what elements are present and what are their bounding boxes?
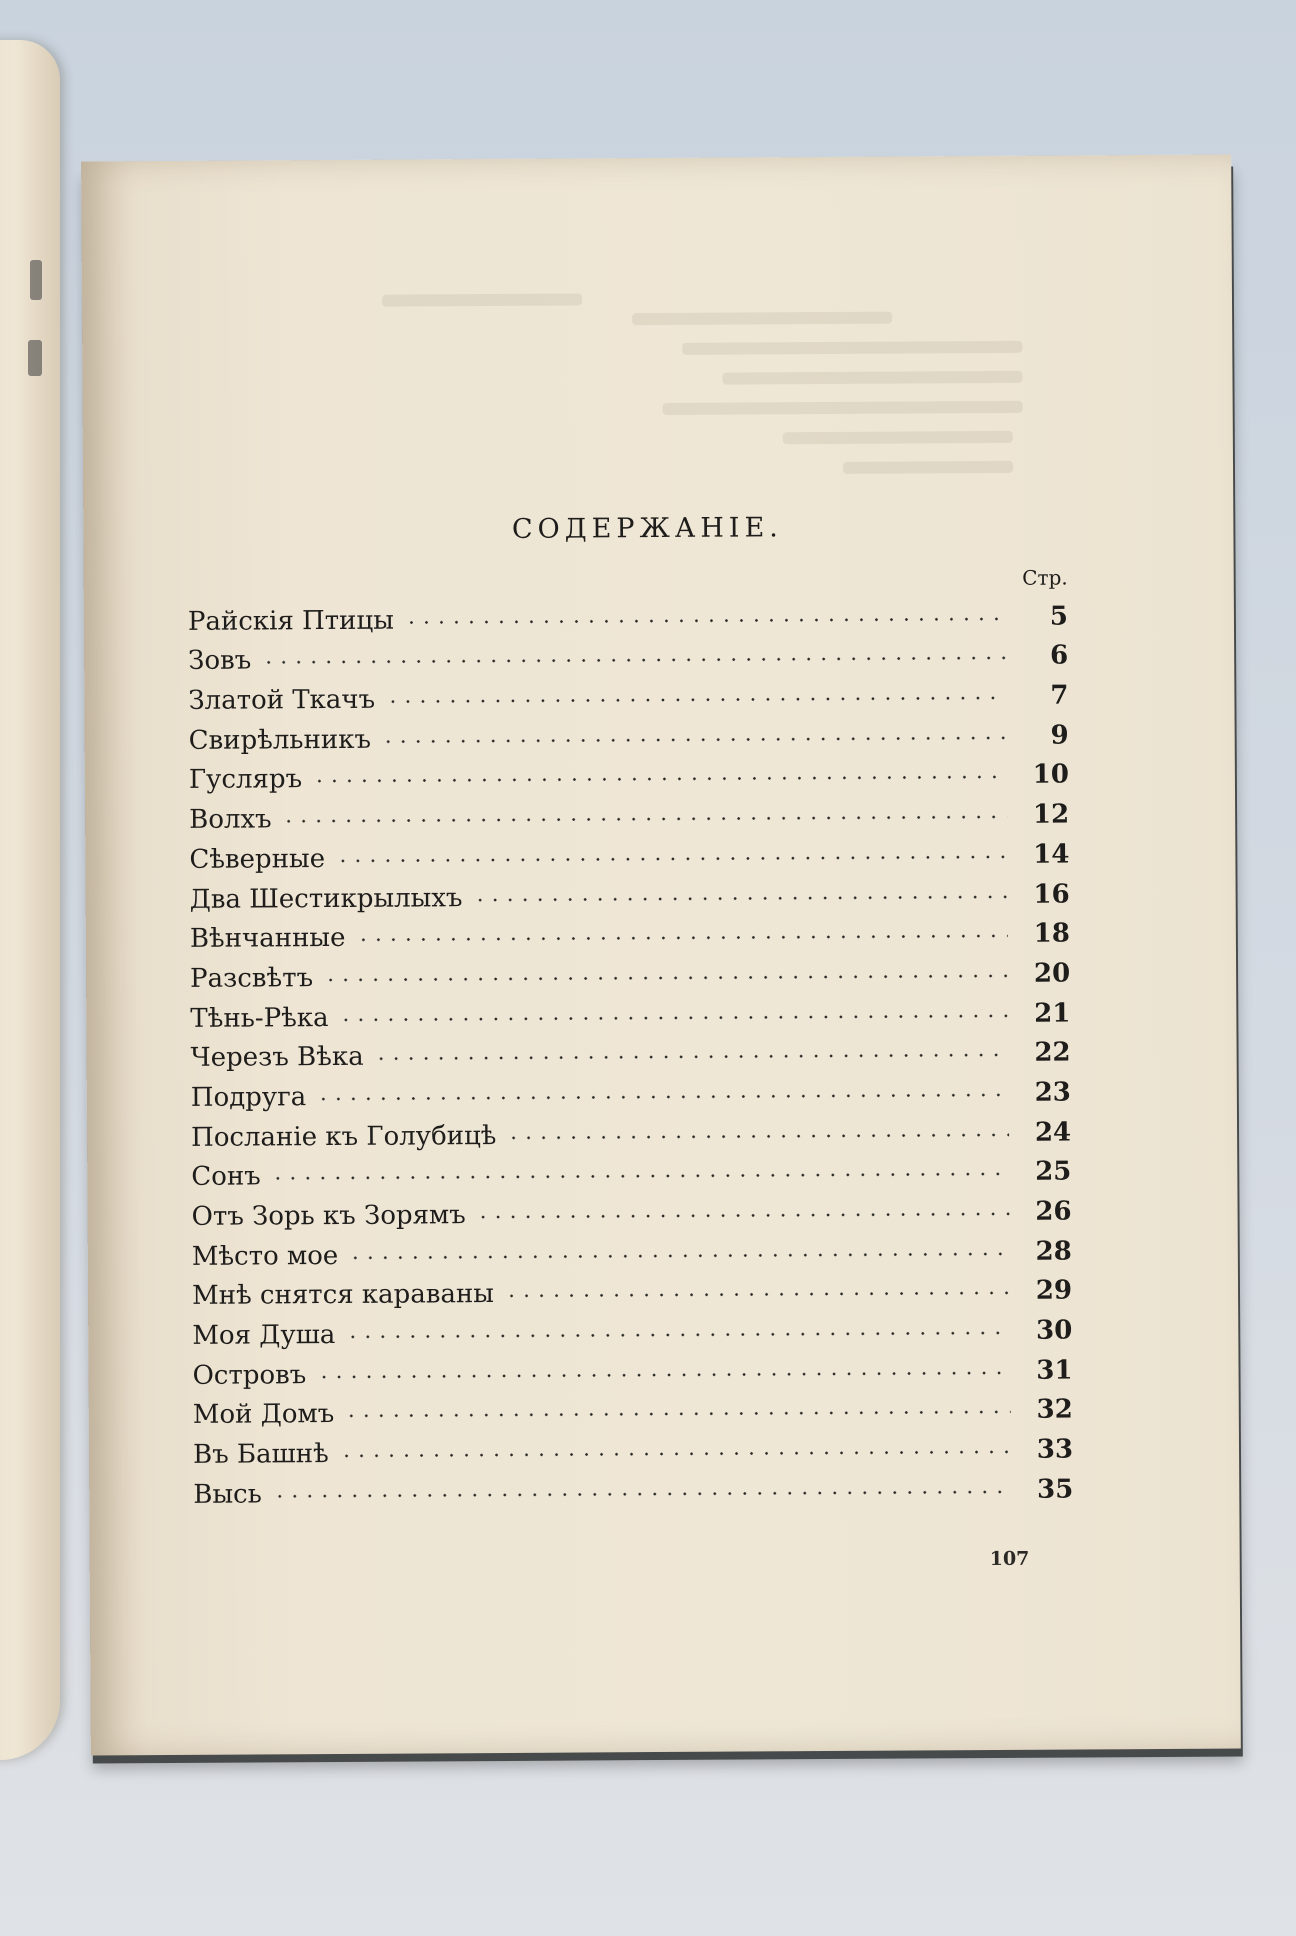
dot-leader: [344, 1407, 1011, 1421]
toc-entry: [191, 1187, 1071, 1232]
toc-entry: [193, 1425, 1073, 1470]
toc-entry-page: 9: [1050, 720, 1069, 751]
toc-entry-title: Волхъ: [189, 804, 272, 836]
toc-entry-title: Отъ Зорь къ Зорямъ: [191, 1200, 466, 1232]
show-through-line: [722, 371, 1022, 385]
toc-entry-title: Сѣверные: [189, 843, 326, 875]
toc-entry-title: Мнѣ снятся караваны: [191, 1279, 495, 1312]
dot-leader: [345, 1328, 1010, 1342]
toc-entry-title: Гусляръ: [188, 764, 303, 796]
toc-entry: [191, 1068, 1071, 1113]
toc-entry: [192, 1226, 1072, 1271]
toc-entry-title: Зовъ: [188, 645, 252, 677]
toc-entry: [189, 711, 1069, 756]
toc-entry-title: Черезъ Вѣка: [190, 1042, 364, 1074]
table-of-contents: [187, 511, 1073, 1510]
dot-leader: [374, 1050, 1009, 1064]
toc-entry-page: 12: [1032, 799, 1070, 830]
dot-leader: [339, 1010, 1009, 1024]
toc-entry-title: Два Шестикрылыхъ: [189, 882, 463, 915]
toc-entry-title: Посланіе къ Голубицѣ: [191, 1120, 497, 1153]
toc-entry-page: 6: [1049, 640, 1069, 671]
toc-entry: [192, 1266, 1072, 1311]
page-column-header: Стр.: [1022, 565, 1068, 590]
dot-leader: [506, 1130, 1009, 1143]
toc-entry: [190, 909, 1070, 954]
toc-entry-list: [188, 592, 1074, 1510]
toc-entry-title: Свирѣльникъ: [188, 724, 372, 756]
dot-leader: [339, 1447, 1011, 1461]
toc-entry: [188, 592, 1068, 637]
toc-entry-page: 10: [1032, 759, 1069, 791]
toc-entry-page: 18: [1033, 918, 1070, 949]
show-through-line: [663, 401, 1023, 415]
toc-entry-page: 32: [1036, 1394, 1073, 1426]
toc-entry-title: Разсвѣтъ: [190, 963, 314, 994]
dot-leader: [348, 1249, 1010, 1263]
dot-leader: [272, 1487, 1012, 1502]
dot-leader: [476, 1209, 1010, 1222]
toc-entry-page: 33: [1036, 1434, 1074, 1465]
toc-entry-page: 30: [1036, 1315, 1073, 1346]
toc-entry-page: 23: [1034, 1077, 1071, 1108]
dot-leader: [312, 772, 1007, 786]
toc-entry: [189, 830, 1069, 875]
dot-leader: [355, 931, 1008, 945]
toc-entry-page: 25: [1035, 1156, 1072, 1188]
toc-entry-page: 24: [1034, 1117, 1072, 1148]
toc-entry-page: 28: [1035, 1236, 1072, 1267]
toc-entry: [188, 631, 1068, 676]
toc-entry: [190, 949, 1070, 994]
toc-entry-page: 22: [1034, 1037, 1071, 1068]
left-page-mark: [28, 340, 42, 376]
toc-entry-page: 35: [1036, 1474, 1074, 1505]
toc-entry-page: 26: [1035, 1196, 1072, 1227]
toc-entry-page: 21: [1034, 998, 1071, 1029]
toc-entry-title: Сонъ: [191, 1161, 261, 1193]
toc-entry-title: Мой Домъ: [192, 1399, 335, 1431]
toc-entry-page: 29: [1035, 1275, 1073, 1307]
toc-entry: [191, 1147, 1071, 1192]
dot-leader: [316, 1368, 1010, 1382]
toc-entry-page: 5: [1049, 601, 1069, 632]
toc-entry-page: 16: [1033, 879, 1070, 910]
toc-entry: [190, 869, 1070, 914]
toc-entry-title: Моя Душа: [192, 1320, 336, 1351]
toc-entry-title: Райскія Птицы: [187, 605, 394, 637]
toc-entry-title: Тѣнь-Рѣка: [190, 1002, 329, 1034]
toc-entry: [188, 671, 1068, 716]
dot-leader: [404, 614, 1006, 628]
toc-entry-title: Подруга: [190, 1082, 307, 1113]
toc-entry-page: 31: [1036, 1355, 1073, 1386]
toc-entry: [190, 988, 1070, 1033]
toc-entry-title: Вѣнчанные: [189, 923, 346, 955]
toc-entry-title: Златой Ткачъ: [188, 684, 376, 716]
toc-entry-title: Островъ: [192, 1359, 307, 1391]
toc-entry: [192, 1306, 1072, 1351]
toc-entry-page: 14: [1033, 839, 1070, 870]
dot-leader: [261, 653, 1006, 668]
left-page-mark: [30, 260, 42, 300]
toc-entry-page: 20: [1033, 958, 1071, 989]
toc-entry: [190, 1028, 1070, 1073]
toc-entry: [189, 790, 1069, 835]
toc-entry-page: 7: [1050, 680, 1069, 711]
dot-leader: [335, 852, 1007, 866]
toc-entry: [192, 1346, 1072, 1391]
toc-entry: [191, 1107, 1071, 1152]
toc-entry-title: Мѣсто мое: [191, 1240, 339, 1272]
dot-leader: [316, 1090, 1009, 1104]
dot-leader: [385, 693, 1006, 707]
toc-entry: [193, 1385, 1073, 1430]
dot-leader: [282, 812, 1008, 826]
toc-entry: [193, 1465, 1073, 1510]
show-through-line: [783, 431, 1013, 444]
show-through-line: [682, 341, 1022, 355]
toc-entry-title: Высь: [193, 1479, 262, 1510]
dot-leader: [381, 733, 1007, 747]
book-page: [81, 155, 1241, 1756]
show-through-line: [632, 312, 892, 326]
dot-leader: [271, 1169, 1010, 1184]
toc-entry-title: Въ Башнѣ: [192, 1439, 329, 1470]
toc-entry: [189, 750, 1069, 795]
show-through-line: [843, 461, 1013, 474]
dot-leader: [504, 1288, 1010, 1301]
left-facing-page: [0, 40, 60, 1760]
toc-title: СОДЕРЖАНІЕ.: [511, 512, 783, 545]
dot-leader: [473, 891, 1008, 904]
show-through-line: [382, 293, 582, 306]
page-number: 107: [989, 1547, 1030, 1571]
dot-leader: [323, 971, 1008, 985]
